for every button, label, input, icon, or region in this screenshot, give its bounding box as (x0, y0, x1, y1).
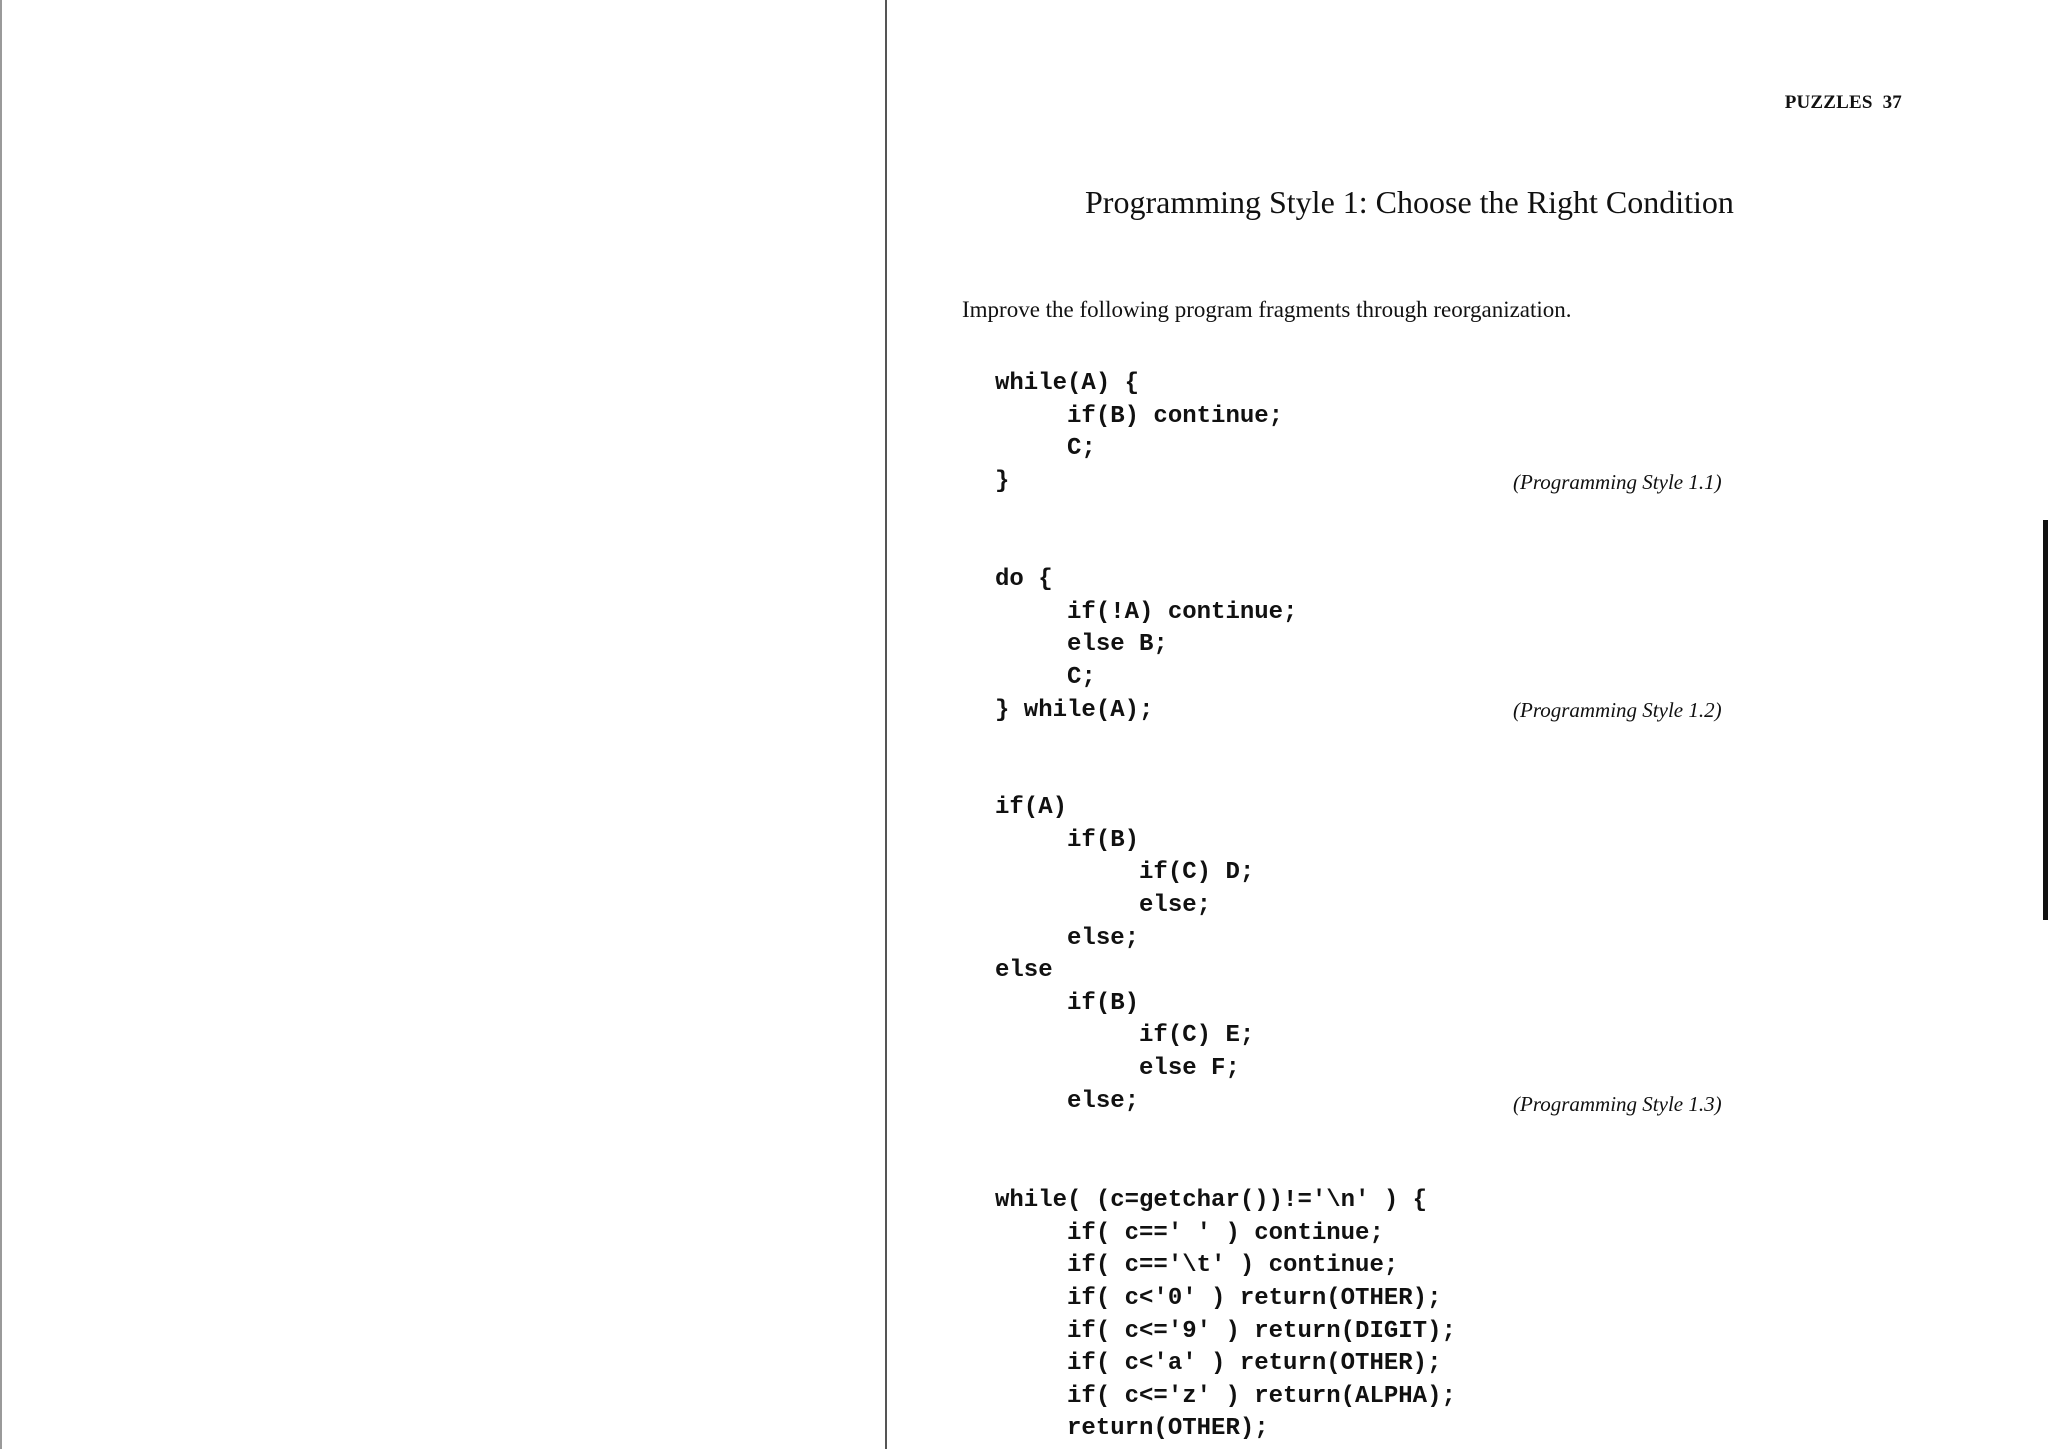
code-line: while( (c=getchar())!='\n' ) { (995, 1187, 1428, 1214)
code-line: if( c=='\t' ) continue; (995, 1252, 1399, 1280)
code-line: return(OTHER); (995, 1415, 1269, 1443)
code-line: } (995, 467, 1010, 495)
section-title: Programming Style 1: Choose the Right Condition (1085, 184, 1734, 220)
code-line: if(A) (995, 794, 1068, 821)
code-line: if(C) E; (995, 1022, 1255, 1050)
intro-paragraph: Improve the following program fragments through reorganization. (962, 297, 1572, 322)
code-line: if( c<='9' ) return(DIGIT); (995, 1317, 1456, 1345)
code-line: else; (995, 1087, 1140, 1115)
code-line: if( c<'a' ) return(OTHER); (995, 1350, 1442, 1378)
code-line: do { (995, 566, 1053, 593)
code-line: else (995, 957, 1053, 985)
fragment-label-2: (Programming Style 1.2) (1513, 698, 1722, 722)
code-line: if(B) (995, 989, 1140, 1017)
running-head-text: PUZZLES (1784, 92, 1873, 113)
code-line: if(C) D; (995, 859, 1255, 887)
code-line: } while(A); (995, 696, 1154, 724)
code-line: C; (995, 435, 1096, 463)
code-fragment-1 (995, 368, 1283, 499)
code-line: while(A) { (995, 370, 1140, 397)
code-line: else; (995, 891, 1212, 919)
code-line: else B; (995, 631, 1168, 659)
running-header (1785, 92, 1902, 114)
code-line: if(B) continue; (995, 402, 1284, 430)
fragment-label-1: (Programming Style 1.1) (1513, 470, 1722, 494)
code-line: else F; (995, 1055, 1240, 1083)
code-line: if(!A) continue; (995, 598, 1298, 626)
fragment-label-3: (Programming Style 1.3) (1513, 1092, 1722, 1116)
code-line: if( c<='z' ) return(ALPHA); (995, 1382, 1456, 1410)
code-fragment-3 (995, 792, 1254, 1118)
code-line: if(B) (995, 826, 1140, 854)
page-number: 37 (1882, 92, 1902, 113)
code-line: if( c<'0' ) return(OTHER); (995, 1284, 1442, 1312)
page-edge-right (2043, 520, 2048, 920)
code-line: else; (995, 924, 1140, 952)
book-gutter-line (885, 0, 887, 1449)
code-line: if( c==' ' ) continue; (995, 1219, 1384, 1247)
page-edge-left (0, 0, 2, 1449)
code-fragment-2 (995, 564, 1297, 727)
code-line: C; (995, 663, 1096, 691)
code-fragment-4 (995, 1185, 1456, 1446)
